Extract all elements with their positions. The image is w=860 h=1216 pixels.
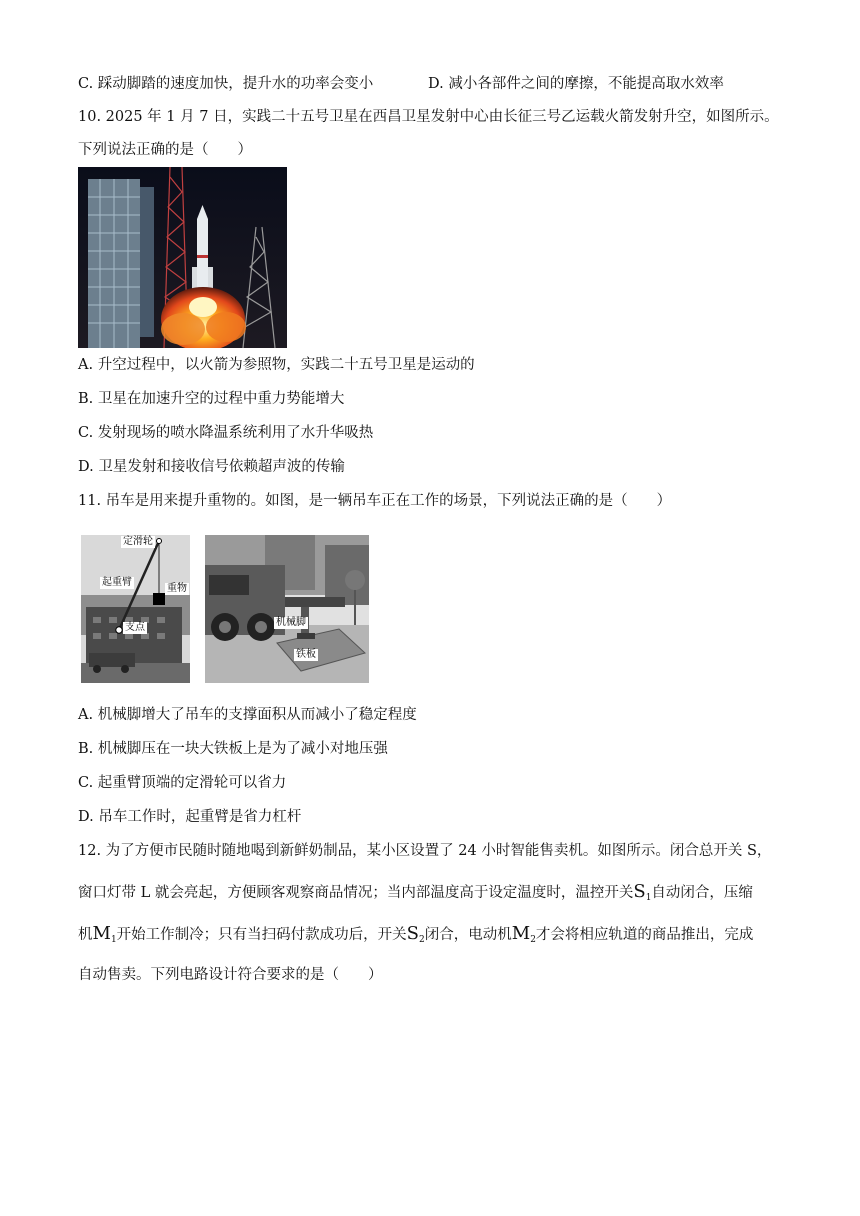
rocket-launch-photo	[78, 167, 287, 348]
switch-s1	[633, 881, 651, 902]
label-boom-arm: 起重臂	[102, 577, 132, 588]
q11-option-d: D. 吊车工作时，起重臂是省力杠杆	[78, 809, 302, 825]
label-iron-plate: 铁板	[296, 649, 316, 660]
label-weight: 重物	[167, 583, 187, 594]
q12-stem-line2	[78, 882, 753, 908]
switch-s1-sub: 1	[645, 893, 652, 903]
outrigger-illustration	[205, 535, 369, 683]
q12-stem-line4: 自动售卖。下列电路设计符合要求的是（ ）	[78, 967, 383, 983]
label-outrigger: 机械脚	[276, 617, 306, 628]
motor-m1	[93, 923, 117, 944]
q12-line3-text-b: 开始工作制冷；只有当扫码付款成功后，开关	[116, 927, 407, 943]
q10-stem-line1: 10. 2025 年 1 月 7 日，实践二十五号卫星在西昌卫星发射中心由长征三号乙运载火箭发射升空，如图所示。	[78, 109, 779, 125]
rocket-launch-illustration	[78, 167, 287, 348]
q10-option-c: C. 发射现场的喷水降温系统利用了水升华吸热	[78, 425, 374, 441]
q11-option-a: A. 机械脚增大了吊车的支撑面积从而减小了稳定程度	[78, 707, 417, 723]
switch-s1-letter: S	[633, 881, 646, 902]
q10-stem-line2: 下列说法正确的是（ ）	[78, 142, 252, 158]
q12-line3-text-a: 机	[78, 927, 93, 943]
q11-stem: 11. 吊车是用来提升重物的。如图，是一辆吊车正在工作的场景，下列说法正确的是（ ）	[78, 493, 672, 509]
crane-diagram-photo	[81, 535, 190, 683]
q12-stem-line3	[78, 924, 753, 950]
q11-option-b: B. 机械脚压在一块大铁板上是为了减小对地压强	[78, 741, 388, 757]
switch-s2	[407, 923, 425, 944]
q10-option-d: D. 卫星发射和接收信号依赖超声波的传输	[78, 459, 345, 475]
q10-option-a: A. 升空过程中，以火箭为参照物，实践二十五号卫星是运动的	[78, 357, 475, 373]
label-fulcrum: 支点	[125, 622, 145, 633]
motor-m2-sub: 2	[530, 935, 536, 945]
q12-stem-line1: 12. 为了方便市民随时随地喝到新鲜奶制品，某小区设置了 24 小时智能售卖机。如图所示。闭合总开关 S，	[78, 843, 772, 859]
q9-option-d: D. 减小各部件之间的摩擦，不能提高取水效率	[428, 76, 724, 92]
q9-option-c: C. 踩动脚踏的速度加快，提升水的功率会变小	[78, 76, 374, 92]
switch-s2-letter: S	[406, 923, 420, 944]
motor-m2	[512, 923, 536, 944]
q12-line2-text-b: 自动闭合，压缩	[651, 885, 753, 901]
motor-m2-letter: M	[511, 923, 531, 944]
q10-option-b: B. 卫星在加速升空的过程中重力势能增大	[78, 391, 345, 407]
q12-line3-text-c: 闭合，电动机	[424, 927, 512, 943]
motor-m1-letter: M	[92, 923, 111, 944]
q11-option-c: C. 起重臂顶端的定滑轮可以省力	[78, 775, 287, 791]
motor-m1-sub: 1	[110, 935, 117, 945]
q12-line3-text-d: 才会将相应轨道的商品推出，完成	[535, 927, 754, 943]
crane-illustration	[81, 535, 190, 683]
q12-line2-text-a: 窗口灯带 L 就会亮起，方便顾客观察商品情况；当内部温度高于设定温度时，温控开关	[78, 885, 634, 901]
label-fixed-pulley: 定滑轮	[123, 536, 153, 547]
crane-outrigger-photo	[205, 535, 369, 683]
switch-s2-sub: 2	[419, 935, 425, 945]
